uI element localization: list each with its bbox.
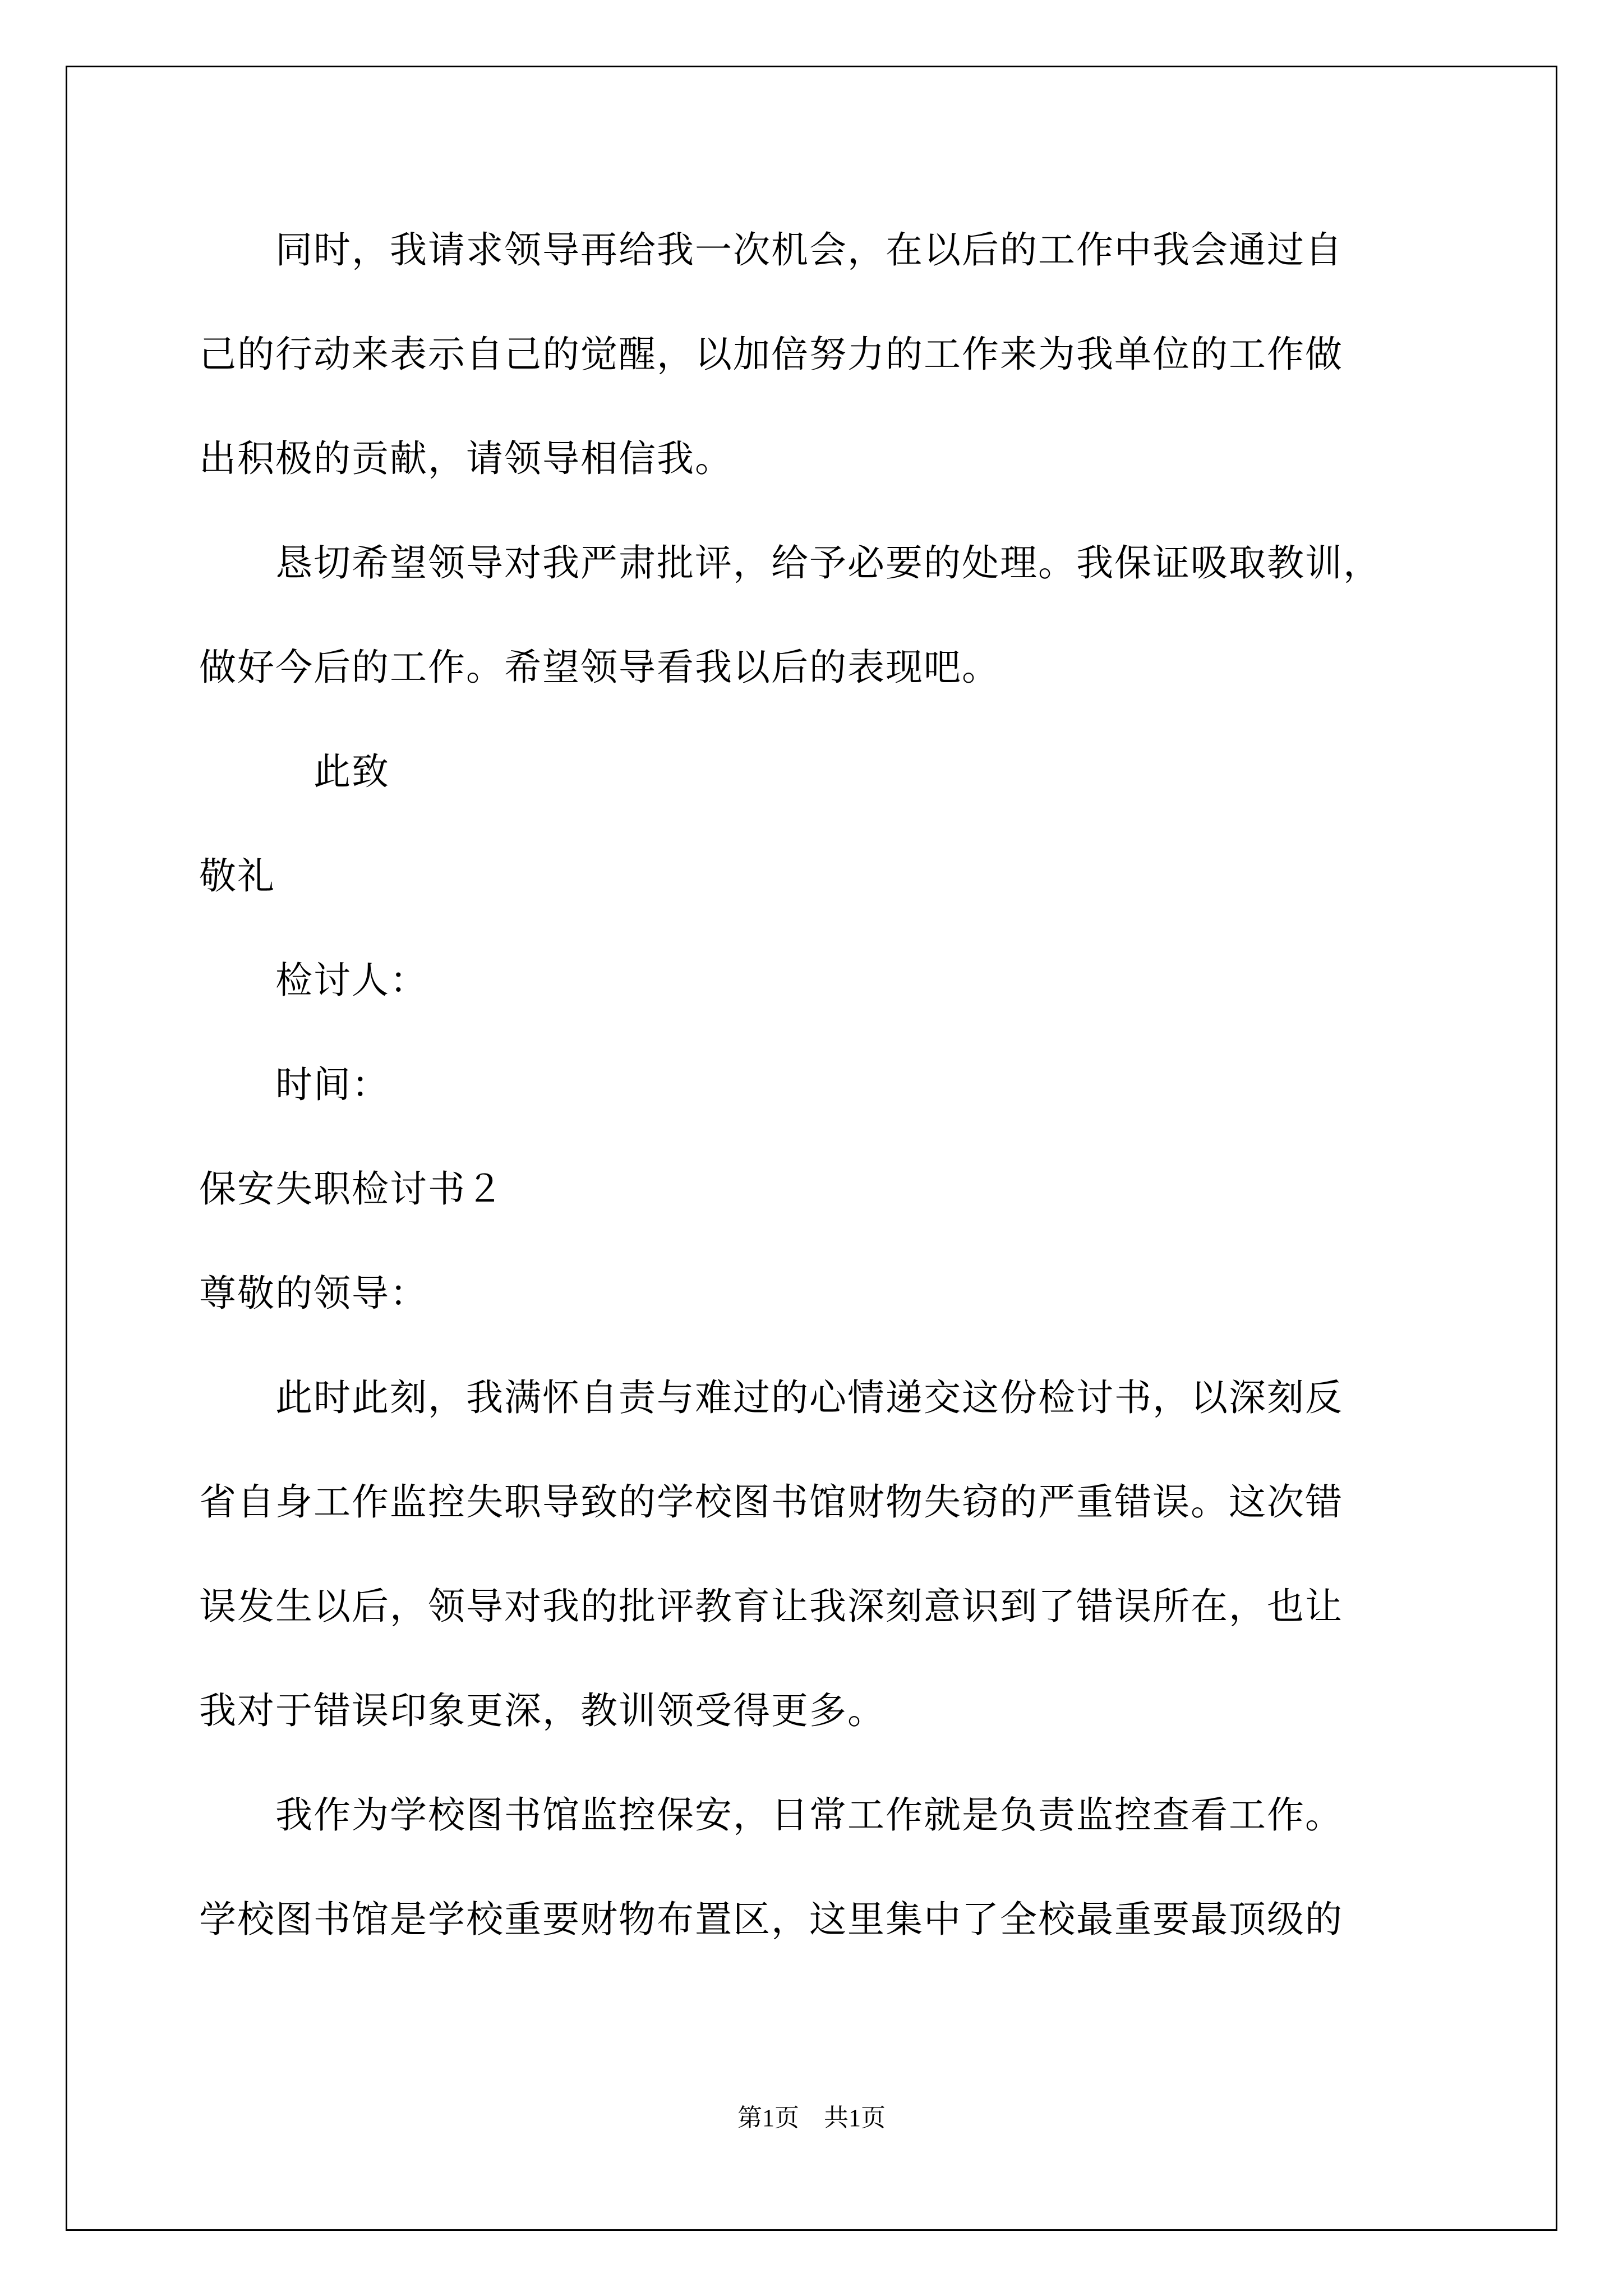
paragraph-line: 误发生以后，领导对我的批评教育让我深刻意识到了错误所在，也让 xyxy=(199,1585,1343,1628)
paragraph-line: 做好今后的工作。希望领导看我以后的表现吧。 xyxy=(199,646,1000,689)
paragraph-line: 省自身工作监控失职导致的学校图书馆财物失窃的严重错误。这次错 xyxy=(199,1480,1343,1524)
date-label: 时间： xyxy=(199,1063,390,1106)
page-footer: 第1页 共1页 xyxy=(737,2104,886,2132)
paragraph-line: 我对于错误印象更深，教训领受得更多。 xyxy=(199,1689,886,1732)
signer-label: 检讨人： xyxy=(199,959,428,1002)
paragraph-line: 我作为学校图书馆监控保安，日常工作就是负责监控查看工作。 xyxy=(199,1793,1343,1837)
paragraph-line: 学校图书馆是学校重要财物布置区，这里集中了全校最重要最顶级的 xyxy=(199,1898,1343,1941)
closing-respect: 敬礼 xyxy=(199,854,275,898)
paragraph-line: 同时，我请求领导再给我一次机会，在以后的工作中我会通过自 xyxy=(199,228,1343,272)
paragraph-line: 恳切希望领导对我严肃批评，给予必要的处理。我保证吸取教训， xyxy=(199,541,1381,585)
paragraph-line: 此时此刻，我满怀自责与难过的心情递交这份检讨书，以深刻反 xyxy=(199,1376,1343,1419)
closing-salutation: 此致 xyxy=(199,750,390,793)
section-title: 保安失职检讨书２ xyxy=(199,1167,504,1211)
paragraph-line: 己的行动来表示自己的觉醒，以加倍努力的工作来为我单位的工作做 xyxy=(199,333,1343,376)
paragraph-line: 出积极的贡献，请领导相信我。 xyxy=(199,437,733,480)
greeting: 尊敬的领导： xyxy=(199,1272,428,1315)
